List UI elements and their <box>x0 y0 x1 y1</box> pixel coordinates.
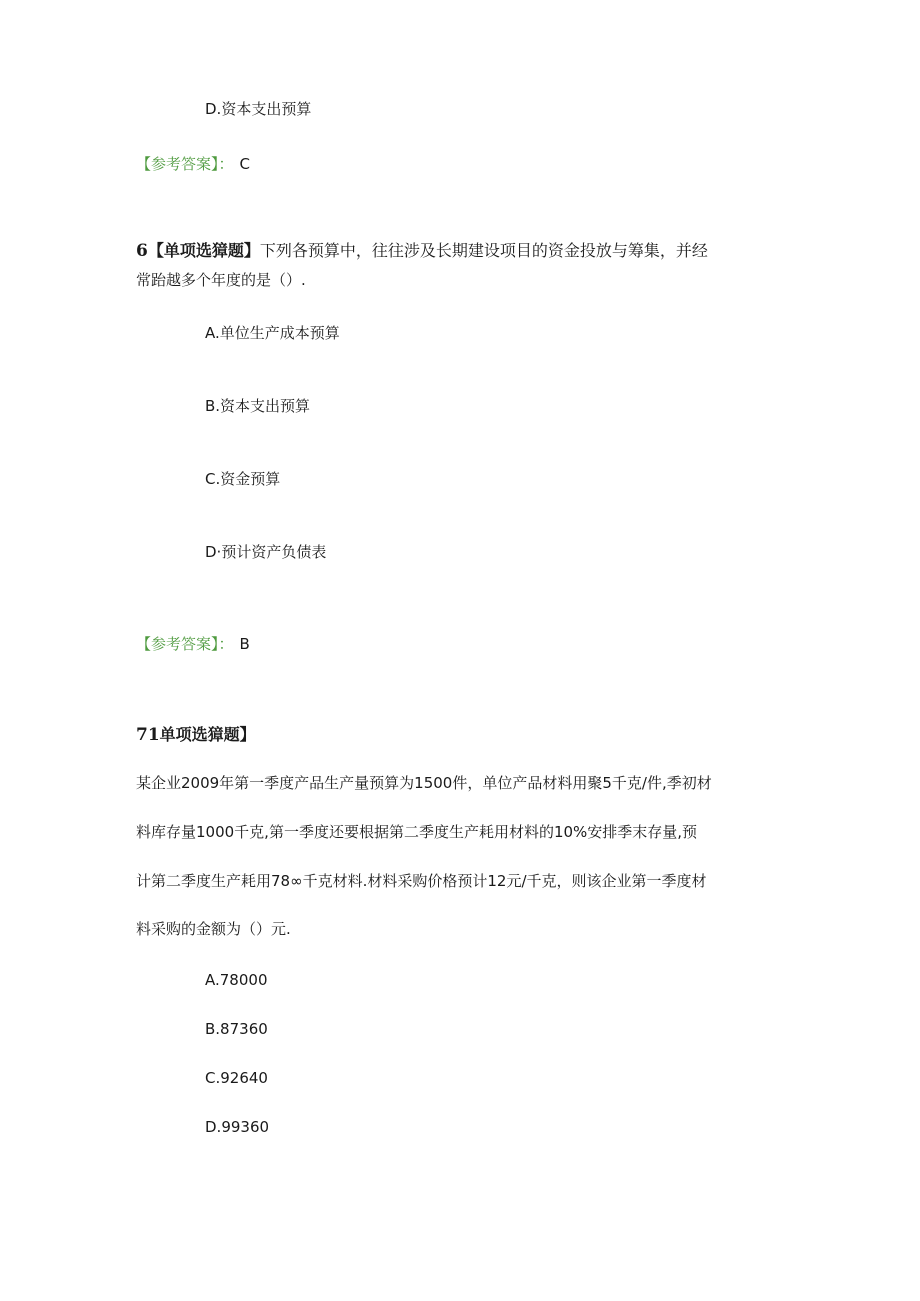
q6-option-b: B.资本支出预算 <box>205 397 311 415</box>
q7-heading <box>136 725 256 745</box>
q6-stem-line1: 下列各预算中，往往涉及长期建设项目的资金投放与筹集，并经 <box>259 241 708 260</box>
q6-tag: 【单项选獐题】 <box>147 241 260 260</box>
q7-option-d: D.99360 <box>205 1118 270 1136</box>
q7-stem-line: 料采购的金额为（）元. <box>136 920 291 938</box>
q6-heading <box>136 241 708 261</box>
answer-label: 【参考答案】： <box>136 635 234 653</box>
q6-option-d: D·预计资产负债表 <box>205 543 327 561</box>
prev-option-d: D.资本支出预算 <box>205 100 312 118</box>
q6-option-c: C.资金预算 <box>205 470 281 488</box>
q7-option-b: B.87360 <box>205 1020 268 1038</box>
q6-option-a: A.单位生产成本预算 <box>205 324 340 342</box>
q7-option-c: C.92640 <box>205 1069 268 1087</box>
q7-stem-line: 料库存量1000千克,第一季度还要根据第二季度生产耗用材料的10%安排季末存量,预 <box>136 823 698 841</box>
q7-tag: 单项选獐题】 <box>159 725 256 744</box>
q7-stem-line: 计第二季度生产耗用78∞千克材料.材料采购价格预计12元/千克，则该企业第一季度材 <box>136 872 707 890</box>
answer-value: C <box>239 155 250 173</box>
q7-stem-line: 某企业2009年第一季度产品生产量预算为1500件，单位产品材料用聚5千克/件,季初材 <box>136 774 712 792</box>
q6-number: 6 <box>136 241 148 261</box>
q6-stem-line2: 常跆越多个年度的是（）. <box>136 271 306 289</box>
answer-value: B <box>239 635 250 653</box>
q6-answer <box>136 634 250 654</box>
prev-answer <box>136 154 250 174</box>
answer-label: 【参考答案】： <box>136 155 234 173</box>
q7-option-a: A.78000 <box>205 971 268 989</box>
q7-number: 71 <box>136 725 160 745</box>
